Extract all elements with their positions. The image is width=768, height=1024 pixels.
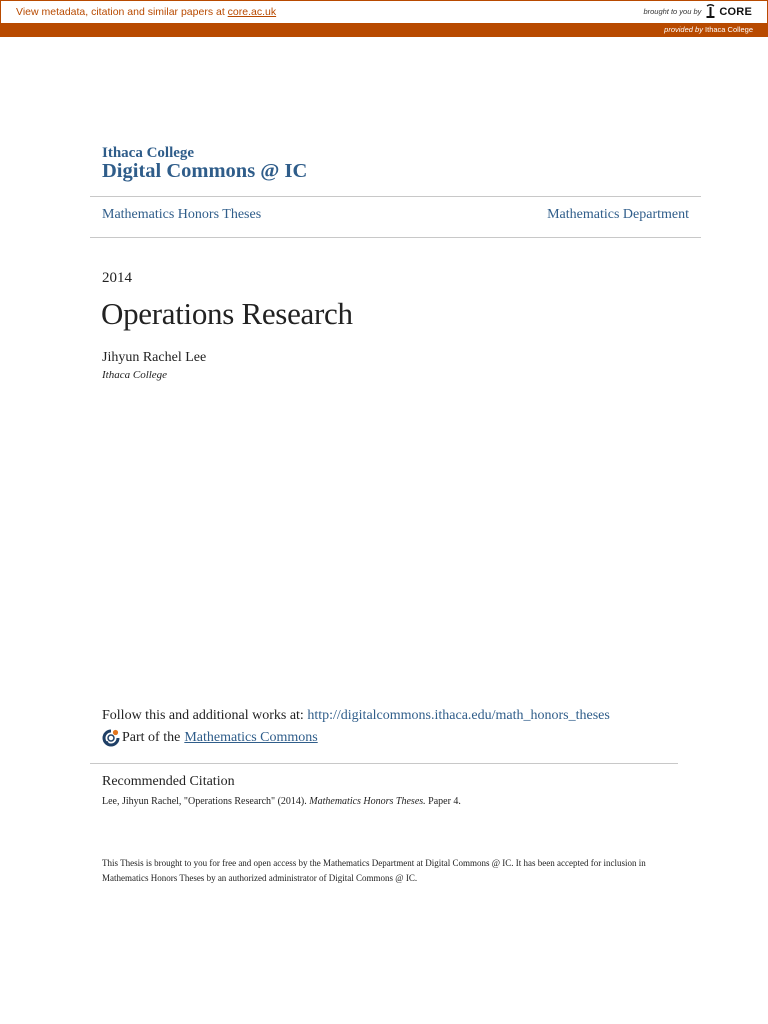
citation-suffix: Paper 4.: [428, 796, 461, 807]
brought-to-you-text: brought to you by: [643, 7, 702, 16]
core-banner: [0, 0, 768, 23]
provided-by: [664, 25, 753, 34]
divider: [90, 237, 701, 238]
divider: [90, 196, 701, 197]
divider: [90, 763, 678, 764]
provided-by-institution: Ithaca College: [705, 25, 753, 34]
recommended-citation-heading: Recommended Citation: [102, 774, 235, 789]
recommended-citation-text: [102, 796, 461, 807]
core-brand[interactable]: [643, 4, 752, 19]
follow-url-link[interactable]: http://digitalcommons.ithaca.edu/math_honors_theses: [307, 708, 610, 723]
notice-line-2: Mathematics Honors Theses by an authorized administrator of Digital Commons @ IC.: [102, 873, 418, 883]
core-link[interactable]: core.ac.uk: [227, 6, 277, 18]
series-link[interactable]: Mathematics Honors Theses: [102, 207, 262, 222]
part-of-line: [102, 729, 318, 747]
department-link[interactable]: Mathematics Department: [547, 207, 689, 222]
access-notice: [102, 856, 682, 886]
part-of-label: Part of the: [122, 730, 181, 745]
paper-title: Operations Research: [101, 296, 353, 331]
core-metadata-notice: [16, 6, 276, 18]
core-logo-icon: [705, 4, 716, 19]
core-metadata-text: View metadata, citation and similar papers at: [16, 6, 225, 18]
citation-prefix: Lee, Jihyun Rachel, "Operations Research" (2014).: [102, 796, 307, 807]
repository-name[interactable]: Digital Commons @ IC: [102, 160, 308, 182]
institution-name: Ithaca College: [102, 145, 195, 161]
follow-line: [102, 708, 610, 724]
mathematics-commons-link[interactable]: Mathematics Commons: [184, 730, 318, 745]
citation-journal: Mathematics Honors Theses.: [309, 796, 426, 807]
author-name: Jihyun Rachel Lee: [102, 350, 207, 365]
core-provider-bar: [0, 23, 768, 37]
core-logo-text: CORE: [719, 5, 752, 18]
network-icon: [102, 729, 120, 747]
author-affiliation: Ithaca College: [102, 369, 168, 381]
follow-label: Follow this and additional works at:: [102, 708, 304, 723]
provided-by-prefix: provided by: [664, 25, 703, 34]
notice-line-1: This Thesis is brought to you for free and open access by the Mathematics Department at Digital Commons @ IC. It has been accepted for inclusion in: [102, 858, 646, 868]
publication-year: 2014: [102, 270, 132, 286]
